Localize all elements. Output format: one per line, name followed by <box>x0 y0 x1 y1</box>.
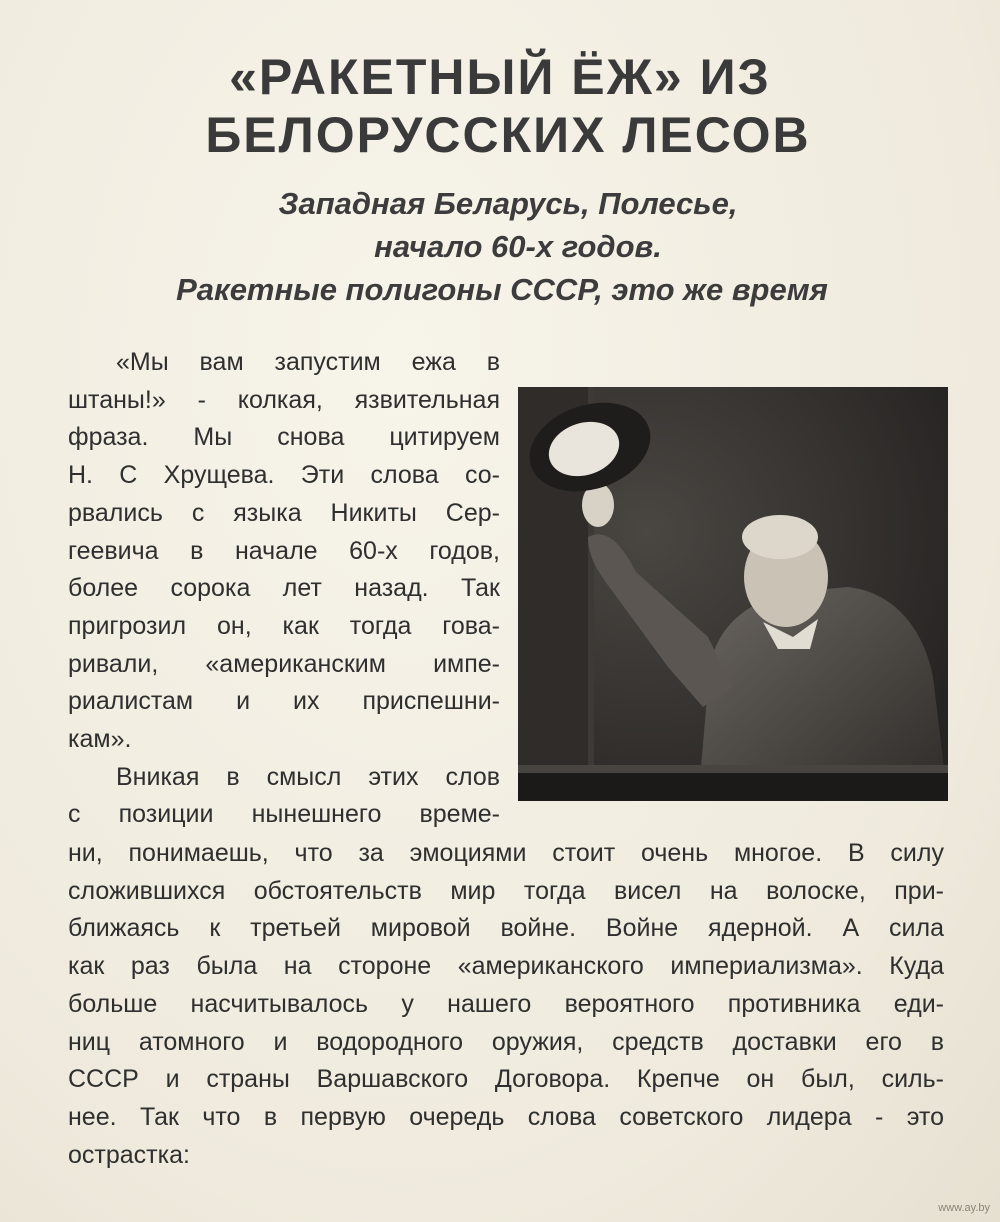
text-line: пригрозил он, как тогда гова- <box>68 611 500 640</box>
text-line: острастка: <box>68 1140 190 1169</box>
photo-khrushchev <box>518 387 948 801</box>
text-line: СССР и страны Варшавского Договора. Крепче он был, силь- <box>68 1065 944 1094</box>
watermark: www.ay.by <box>938 1202 990 1214</box>
article-text-column <box>68 344 500 834</box>
text-line: больше насчитывалось у нашего вероятного противника еди- <box>68 989 944 1018</box>
subtitle-line-3: Ракетные полигоны СССР, это же время <box>176 272 828 307</box>
text-line: Н. С Хрущева. Эти слова со- <box>68 461 500 490</box>
photo-khrushchev-icon <box>518 387 948 801</box>
text-line: штаны!» - колкая, язвительная <box>68 385 500 414</box>
text-line: риалистам и их приспешни- <box>68 687 500 716</box>
text-line: с позиции нынешнего време- <box>68 800 500 829</box>
subtitle-line-1: Западная Беларусь, Полесье, <box>278 186 738 221</box>
text-line: геевича в начале 60-х годов, <box>68 536 500 565</box>
text-line: фраза. Мы снова цитируем <box>68 423 500 452</box>
article-subtitle <box>0 182 1000 311</box>
text-line: ближаясь к третьей мировой войне. Войне ядерной. А сила <box>68 914 944 943</box>
text-line: кам». <box>68 725 132 754</box>
text-line: нее. Так что в первую очередь слова советского лидера - это <box>68 1102 944 1131</box>
text-line: Вникая в смысл этих слов <box>116 762 500 791</box>
subtitle-line-2: начало 60-х годов. <box>374 229 662 264</box>
text-line: ривали, «американским импе- <box>68 649 500 678</box>
title-line-2: БЕЛОРУССКИХ ЛЕСОВ <box>205 107 811 163</box>
text-line: «Мы вам запустим ежа в <box>116 348 500 376</box>
text-line: сложившихся обстоятельств мир тогда висел на волоске, при- <box>68 876 944 905</box>
text-line: рвались с языка Никиты Сер- <box>68 498 500 527</box>
title-line-1: «РАКЕТНЫЙ ЁЖ» ИЗ <box>229 49 771 105</box>
text-line: ни, понимаешь, что за эмоциями стоит очень многое. В силу <box>68 839 944 867</box>
article-text-full-width <box>68 835 944 1174</box>
text-line: как раз была на стороне «американского империализма». Куда <box>68 952 944 981</box>
text-line: более сорока лет назад. Так <box>68 574 500 603</box>
article-title <box>0 48 1000 164</box>
text-line: ниц атомного и водородного оружия, средств доставки его в <box>68 1027 944 1056</box>
